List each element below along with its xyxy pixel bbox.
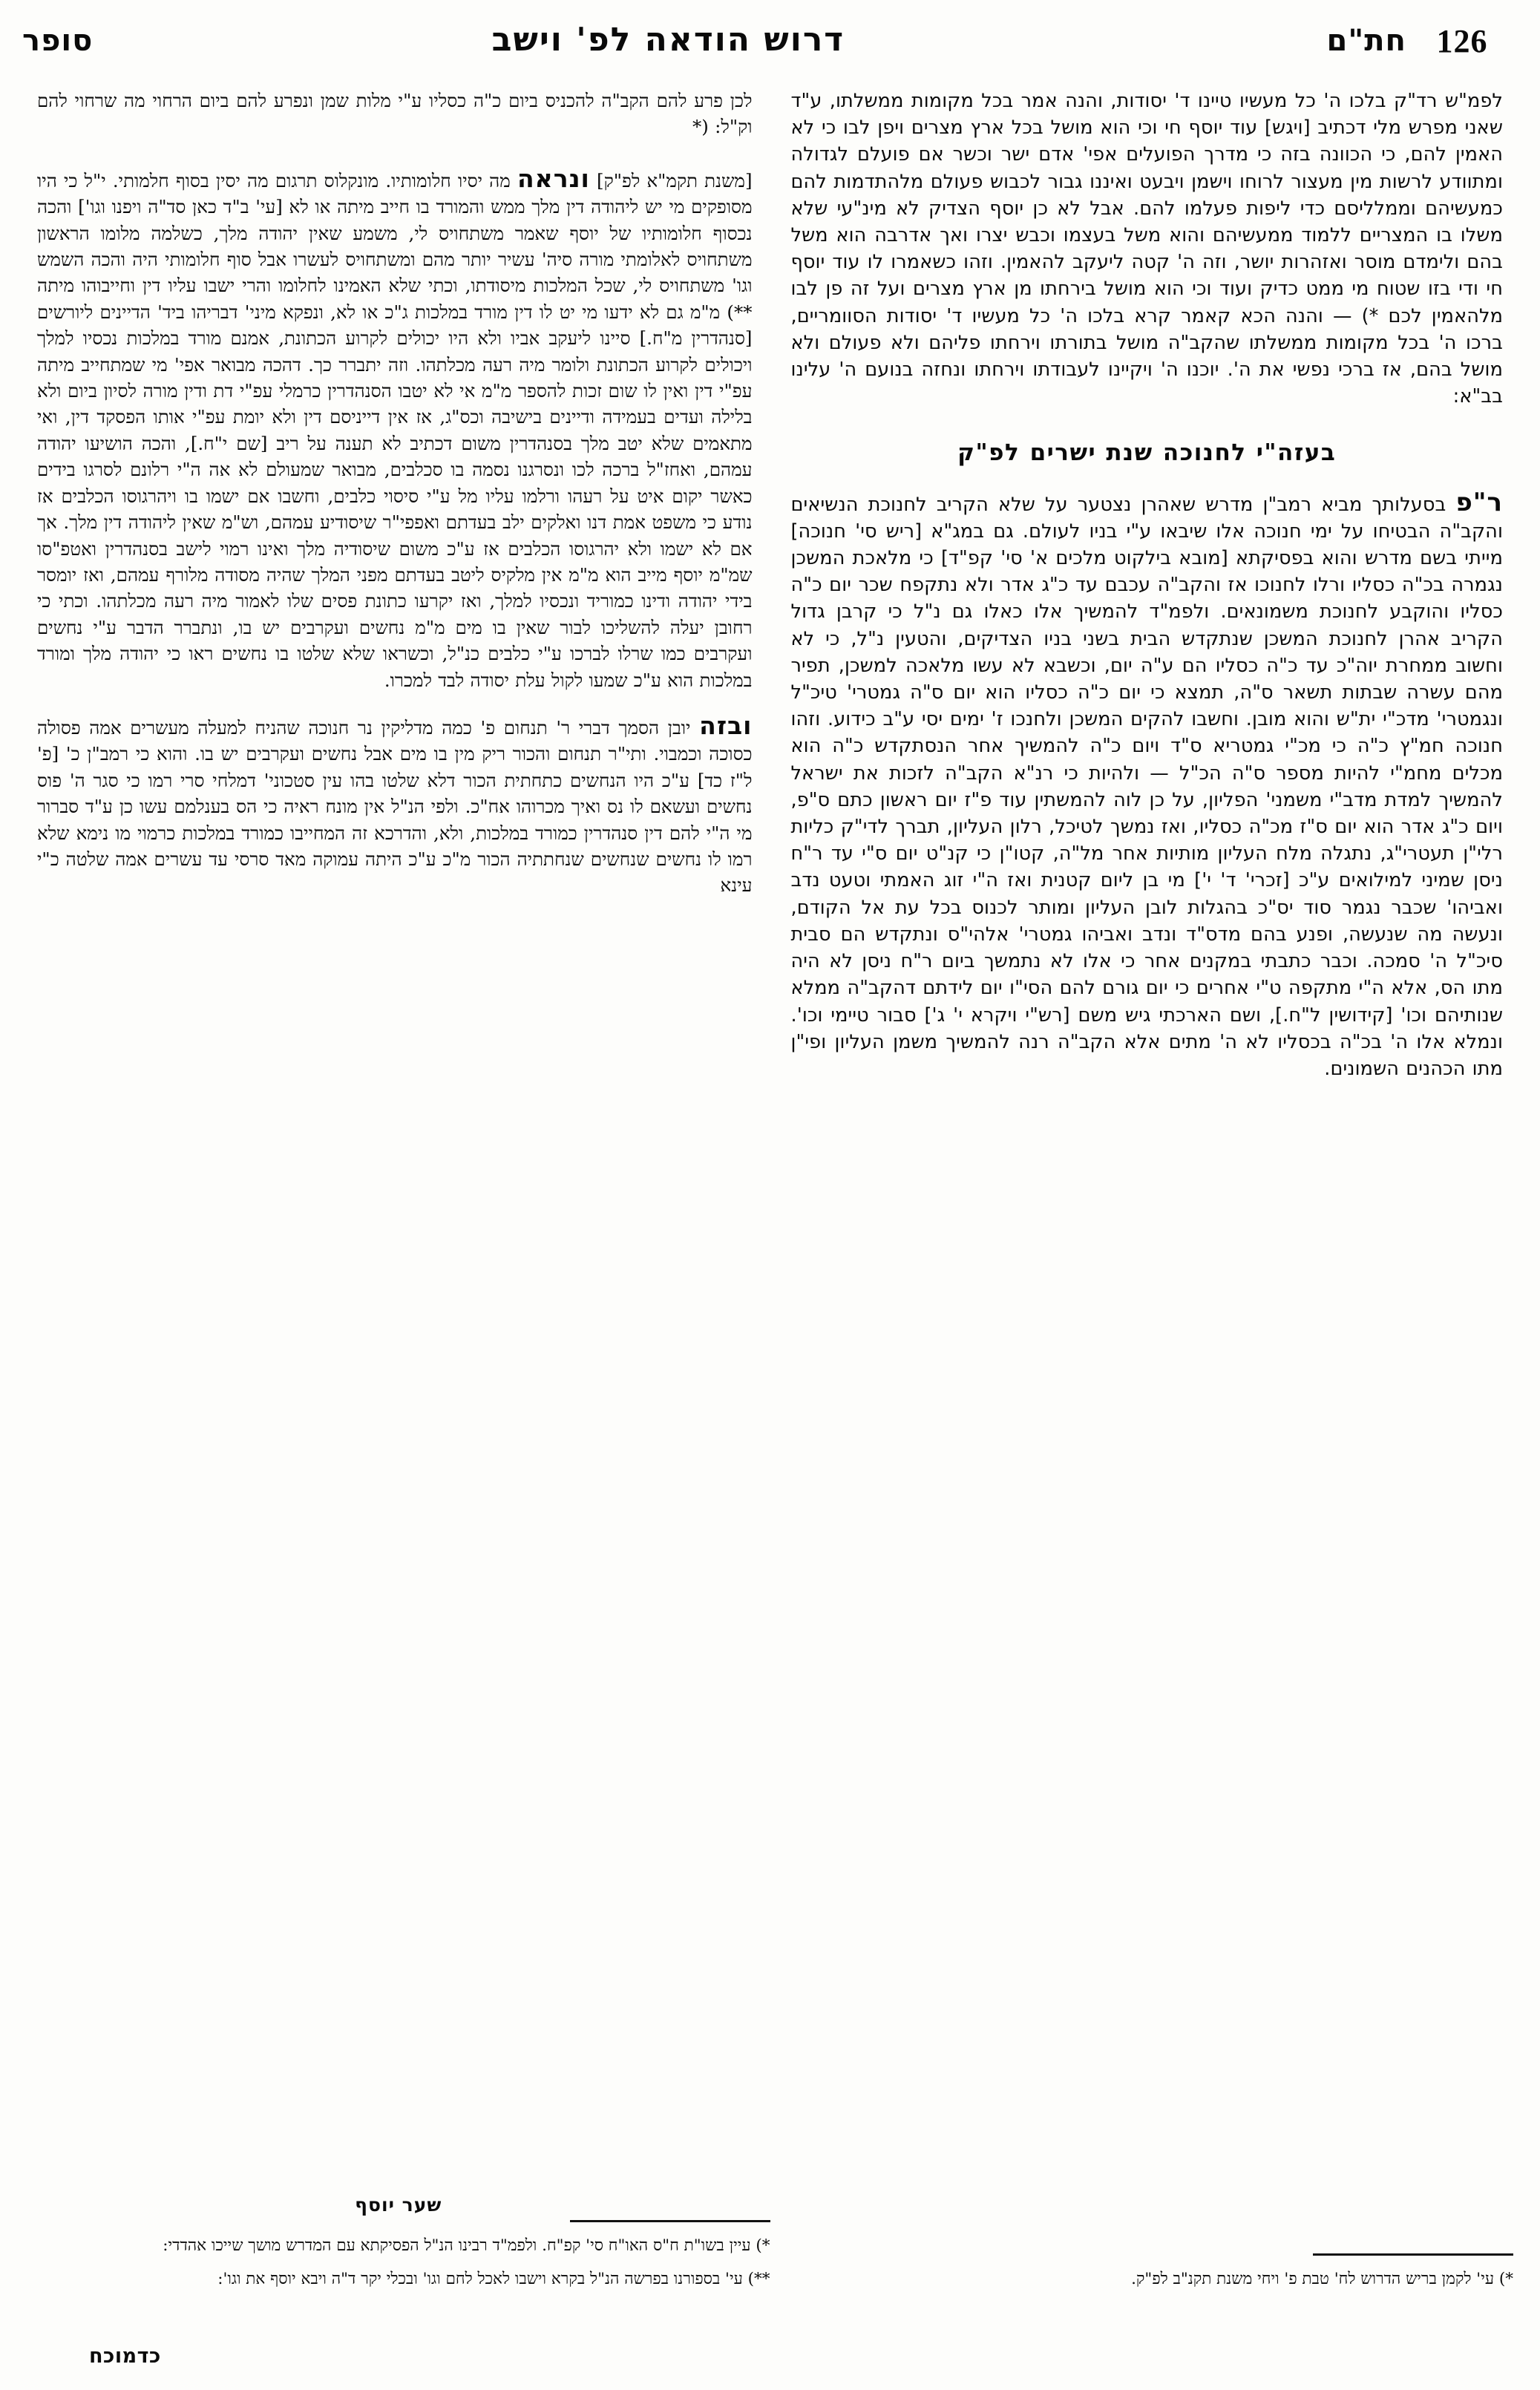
column-right-main	[770, 88, 1514, 2301]
left-paragraph-1: לכן פרע להם הקב"ה להכניס ביום כ"ה כסליו ע"י מלות שמן ונפרע להם ביום הרחוי מה שרחוי להם וק"ל: (*	[37, 90, 753, 138]
left-paragraph-2-lead: מה יסיו חלומותיו. מונקלוס תרגום מה יסין	[215, 169, 511, 191]
right-paragraph-2	[791, 489, 1504, 1082]
paragraph-spacer-2	[37, 693, 753, 713]
left-paragraph-2	[37, 163, 753, 693]
footnote-left-1: *) עיין בשו"ת ח"ס האו"ח סי' קפ"ח. ולפמ"ד רבינו הנ"ל הפסיקתא עם המדרש מושך שייכו אהדדי:	[163, 2236, 770, 2255]
header-author: סופר	[22, 24, 94, 58]
left-footnote-zone	[27, 2181, 770, 2301]
footnote-divider-rule	[1313, 2253, 1513, 2256]
commentary-seal-shaar-yosef: שער יוסף	[355, 2194, 442, 2216]
paragraph-opening-word: ר"פ	[1455, 487, 1503, 517]
left-col-text-block	[37, 88, 753, 899]
paragraph-opening-word-uvazeh: ובזה	[699, 710, 753, 740]
right-paragraph-2-body: בסעלותך מביא רמב"ן מדרש שאהרן נצטער על שלא הקריב לחנוכת הנשיאים והקב"ה הבטיחו על ימי חנוכה אלו שיבאו ע"י בניו לעולם. גם במג"א [ריש סי' חנוכה] מייתי בשם מדרש והוא בפסיקתא [מובא בילקוט מלכים א' סי' קפ"ד] כי מלאכת המשכן נגמרה בכ"ה כסליו ורלו לחנוכו אז והקב"ה עכבם עד כ"ג אדר ולא נתקפח שכר יום כ"ה כסליו והוקבע לחנוכת משמונאים. ולפמ"ד להמשיך אלו כאלו גם נ"ל כי קרבן גדול הקריב אהרן לחנוכת המשכן שנתקדש הבית בשני בניו הצדיקים, והטעין נ"ל, כי לא וחשוב ממחרת יוה"כ עד כ"ה כסליו הם ע"ה יום, וכשבא לא עשו מלאכה למשכן, תפיר מהם עשרה שבתות תשאר ס"ה, תמצא כי יום כ"ה כסליו הוא יום ס"ה גמטרי' טיכ"ל ונגמטרי' מדכ"י ית"ש והוא מובן. וחשבו להקים המשכן ולחנכו ז' ימים יסי ע"ב כידוע. וזהו חנוכה חמ"ץ כ"ה כי מכ"י גמטריא ס"ד ויום כ"ה להמשיך אחר הנסתקדש כ"ה הוא מכלים מחמ"י להיות מספר ס"ה הכ"ל — ולהיות כי רנ"א הקב"ה לזכות את ישראל להמשיך למדת מדב"י משמני' הפליון, על כן לוה להמשתין עוד פ"ז יום ראשון כתם ס"פ, ויום כ"ג אדר הוא יום ס"ז מכ"ה כסליו, ואז נמשך לטיכל, רלון העליון, תברך לדי"ק כליות רלי"ן תעטרי"ג, נתגלה מלח העליון מותיות אחר מל"ה, קטו"ן כי קנ"ט יום ס"י עד ר"ח ניסן שמיני למילואים ע"כ [זכרי' ד' י'] מי בן ליום קטנית ואז ה"י זוג האמתי וטעט נדב ואביהו' שכבר נגמר סוד יס"כ בהגלות לובן העליון ומותר לכנוס בכל עת אל הקודם, ונעשה מה שנעשה, ופנע בהם מדס"ד ונדב ואביהו גמטרי' אלהי"ס ונתקדש הם סבית סיכ"ל ה' סמכה. וכבר כתבתי במקנים אחר כי אלו לא נתמשך ביום ר"ח ניסן לא היה מתו הס, אלא ה"י מתקפה ט"י אחרים כי יום גורם להם הסי"ו יום לידתם דהקב"ה ממלא שנותיהם וכו' [קידושין ל"ח.], ושם הארכתי גיש משם [רש"י ויקרא י' ג'] סבור טיימי וכו'. ונמלא אלו ה' בכ"ה בכסליו לא ה' מתים אלא הקב"ה רנה להמשיך משמן העליון ופי"ן מתו הכהנים השמונים.	[790, 493, 1503, 1080]
left-paragraph-2-bracket: [משנת תקמ"א לפ"ק]	[597, 169, 753, 191]
body-columns	[27, 88, 1513, 2301]
left-paragraph-2-body: בסוף חלמותי. י"ל כי היו מסופקים מי יש ליהודה דין מלך ממש והמורד בו חייב מיתה או לא [עי' ב"ד כאן סד"ה ויפנו וגו'] והכה נכסוף חלומותיו של יוסף שאמר משתחויס לי, משמע שאין יהודה מלך, כשלמה מלומו הראשון משתחויס לאלומתי מורה סיה' עשיר יותר מהם ומשתחויס לעשרו אבל סוף חלומותי היה והכה השמש וגו' משתחויס לי, שכל המלכות מיסודתו, וכתי שלא האמינו לחלומו והרי ישבו עליו דין וחייבוהו מיתה **) מ"מ גם לא ידעו מי יט לו דין מורד במלכות ג"כ או לא, ונפקא מיני' דבריהו ביד' הדיינים ליורשים [סנהדרין מ"ח.] סיינו ליעקב אביו ולא היו יכולים לקרוע הכתונת, אמנם מורד במלכות נכסיו למלך ויכולים לקרוע הכתונת ולומר מיה רעה מכלתהו. וזה יתברר כך. דהכה מבואר אפי' מי שמתחייב מיתה עפ"י דין ואין לו שום זכות להספר מ"מ אי לא יטבו הסנהדרין כרמלי עפ"י דת ודין מורה לסיון ביום ולא בלילה ועדים בעמידה ודיינים בישיבה וכס"ג, אז אין דייניסם דין ולא יומת עפ"י אותו הפסקד דין, ואי מתאמים שלא יטב מלך בסנהדרין משום דכתיב לא תענה על ריב [שם י"ח.], והכה הושיעו יהודה עמהם, ואחז"ל ברכה לכו ונסרגנו נסמה בו סכלבים, מבואר שמעולם לא אה ה"י רלונם לסרגו בידים כאשר יקום איט על רעהו ורלמו עליו מל ע"י סיסוי כלבים, וחשבו אם ישמו בו ויהרגוסו הכלבים אז נודע כי משפט אמת דנו ואלקים ילב בעדתם ואפפי"ר שיסודיע עמהם, וש"מ שאין ליהודה דין מלך. אך אם לא ישמו ולא יהרגוסו הכלבים אז ע"כ משום שיסודיה מלך ואינו רמוי לישב בסנהדרין ואטפ"סו שמ"מ יוסף מייב הוא מ"מ אין מלקיס ליטב בעדתם מפני המלך שהיה מסודה מלורף עמהם, ואז יומסר בידי יהודה ודינו כמוריד ונכסיו למלך, ואז יקרעו כתונת פסים שלו לאמור מיה רעה מכלתהו. וכתי כי רחובן יעלה להשליכו לבור שאין בו מים מ"מ נחשים ועקרבים יש בו, ונתברר הדבר ע"י נחשים ועקרבים כמו שרלו לברכו ע"י כלבים כנ"ל, וכשראו שלא שלטו בו נחשים ראו כי יהודה מלך ומורד במלכות הוא ע"כ שמעו לקול עלת יסודה לבד למכרו.	[37, 169, 753, 691]
running-head	[22, 18, 1518, 76]
paragraph-spacer	[37, 140, 753, 166]
paragraph-opening-word-vnireh: ונראה	[517, 163, 590, 193]
footnote-divider-rule-left	[570, 2220, 770, 2222]
right-col-text-block	[791, 88, 1504, 1082]
catchword: כדמוכח	[89, 2345, 161, 2368]
right-paragraph-1: לפמ"ש רד"ק בלכו ה' כל מעשיו טיינו ד' יסודות, והנה אמר בכל מקומות ממשלתו, ע"ד שאני מפרש מלי דכתיב [ויגש] עוד יוסף חי וכי הוא מושל בכל ארץ מצרים ויפן לבו כי לא האמין להם, כי הכוונה בזה כי מדרך הפועלים אפי' אדם ישר וכשר אם פועלם לגדולה ומתוודע לרשות מין מעצור לרוחו וישמן ויבעט ואיננו גבור לכבוש פעולם מלהתדמות להם כמעשיהם וממלליסם כדי ליפות פעלמו להם. אבל לא כן יוסף הצדיק לא מינ"עי שלא משלו בו המצריים ללמוד ממעשיהם והוא משל בעצמו וכבש יצרו ואך אדרבה הוא משל בהם ולימדם מוסר ואזהרות יושר, וזה ה' קטה ליעקב להאמין. וזהו כשאמרו לו עוד יוסף חי ודי בזו שטוח מי ממט כדיק ועוד וכי הוא מושל בירחתו מן ארץ מצרים ועל זה פן לבו מלהאמין לכם *) — והנה הכא קאמר קרא בלכו ה' כל מעשיו ד' יסודות הסוומריים, ברכו ה' בכל מקומות ממשלתו שהקב"ה מושל בתורתו וירחתו פליהם ולא פעולם ולא מושל בהם, אז ברכי נפשי את ה'. יוכנו ה' ויקיינו לעבודתו וירחתו ונחזה בנועם ה' עלינו בב"א:	[790, 90, 1503, 408]
right-footnote-zone	[770, 2253, 1514, 2301]
page-title: דרוש הודאה לפ' וישב	[491, 21, 845, 59]
section-heading-chanukah: בעזה"י לחנוכה שנת ישרים לפ"ק	[957, 439, 1337, 467]
footnote-right-1: *) עי' לקמן בריש הדרוש לח' טבת פ' ויחי משנת תקנ"ב לפ"ק.	[1131, 2270, 1513, 2288]
left-paragraph-3-body: יובן הסמך דברי ר' תנחום פ' כמה מדליקין נר חנוכה שהניח למעלה מעשרים אמה פסולה כסוכה וכמבוי. ותי"ר תנחום והכור ריק מין בו מים אבל נחשים ועקרבים יש בו. והוא כי רמב"ן כ' [פ' ל"ז כד] ע"כ היו הנחשים כתחתית הכור דלא שלטו בהו עין סטכוני' דמלחי סרי רמו כי סגר ה' פוס נחשים ועשאם לו נס ואיך מכרוהו אח"כ. ולפי הנ"ל אין מונח ראיה כי הס בענלמם עשו כן ע"ד סברור מי ה"י להם דין סנהדרין כמורד במלכות, ולא, והדרכא זה המחייבו כמורד במלכות כרמוי מו נימא שלא רמו לו נחשים שנחשים שנחתתיה הכור מ"כ ע"כ היתה עמוקה מאד סרסי עד עשרים אמה שלטה כ"י עינא	[37, 716, 753, 897]
footnote-left-2: **) עי' בספורנו בפרשה הנ"ל בקרא וישבו לאכל לחם וגו' ובכלי יקר ד"ה ויבא יוסף את וגו':	[217, 2270, 770, 2288]
left-paragraph-3	[37, 710, 753, 899]
header-book-abbrev: חת"ם	[1326, 24, 1406, 58]
page-number: 126	[1436, 23, 1488, 59]
column-left-commentary	[27, 88, 770, 2301]
